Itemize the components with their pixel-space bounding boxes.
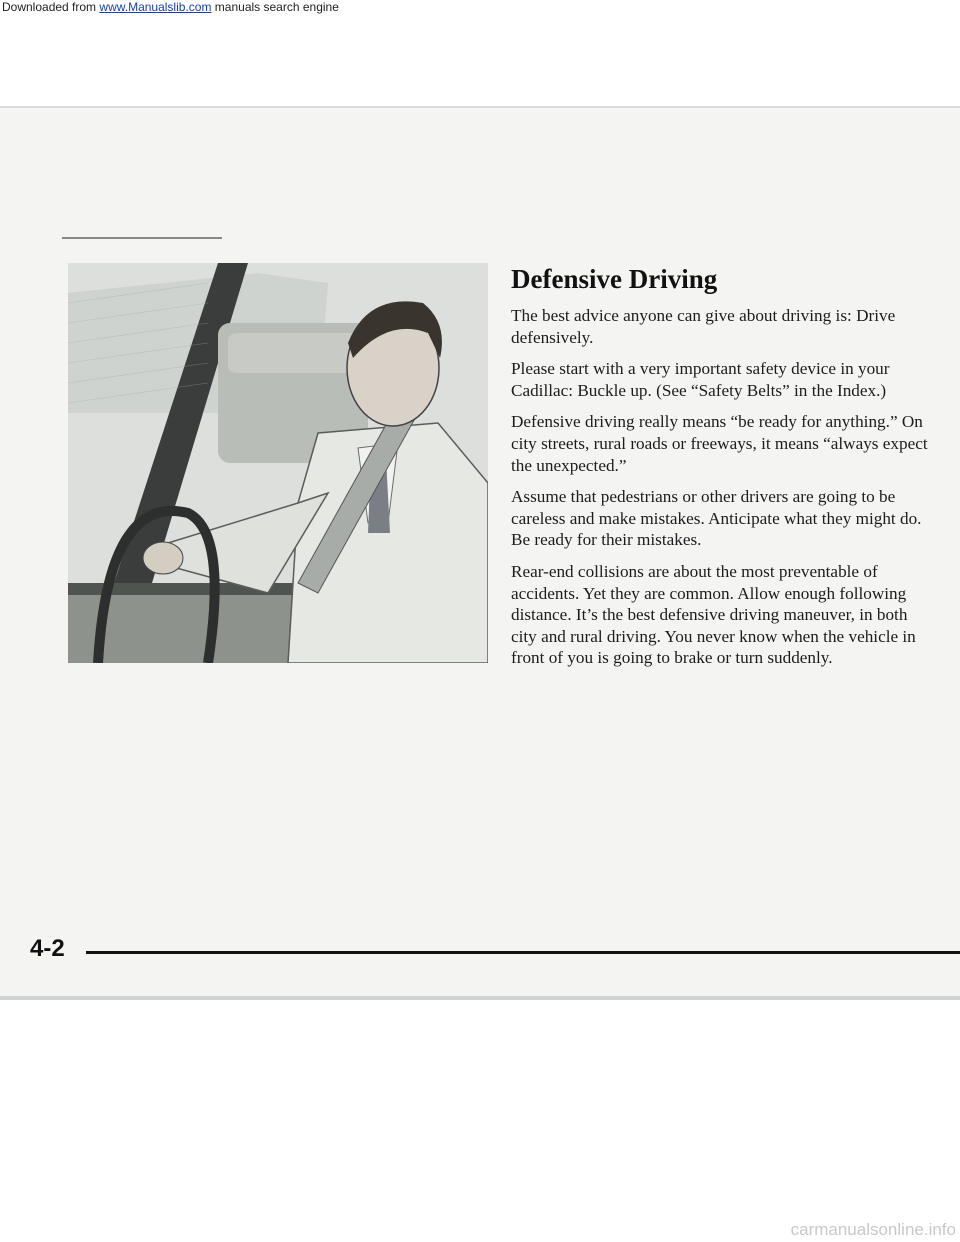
page-footer [30, 935, 930, 970]
paragraph-rear-end: Rear-end collisions are about the most preventable of accidents. Yet they are common. Allow enough following distance. It’s the best defensive driving maneuver, in both city and rural driving. You never know when the vehicle in front of you is going to brake or turn suddenly. [511, 561, 916, 668]
banner-prefix: Downloaded from [2, 0, 97, 14]
watermark-text: carmanualsonline.info [790, 1220, 956, 1239]
photo-top-divider [62, 237, 222, 239]
page-number: 4-2 [30, 935, 65, 962]
manualslib-link[interactable]: www.Manualslib.com [99, 0, 212, 14]
paragraph-assume-mistakes: Assume that pedestrians or other drivers are going to be careless and make mistakes. Anticipate what they might do. Be ready for their mistakes. [511, 487, 922, 550]
page-top-edge [0, 106, 960, 108]
defensive-driving-section [511, 264, 936, 679]
download-banner [0, 0, 960, 14]
paragraph-be-ready: Defensive driving really means “be ready for anything.” On city streets, rural roads or freeways, it means “always expect the unexpected.” [511, 412, 928, 475]
footer-rule [86, 951, 960, 954]
paragraph-buckle-up: Please start with a very important safety device in your Cadillac: Buckle up. (See “Safety Belts” in the Index.) [511, 359, 890, 400]
page-bottom-edge [0, 996, 960, 1000]
section-heading: Defensive Driving [511, 264, 718, 294]
driver-seatbelt-image [68, 263, 488, 663]
driver-illustration [68, 263, 488, 663]
banner-suffix: manuals search engine [214, 0, 339, 14]
paragraph-advice: The best advice anyone can give about driving is: Drive defensively. [511, 306, 896, 347]
